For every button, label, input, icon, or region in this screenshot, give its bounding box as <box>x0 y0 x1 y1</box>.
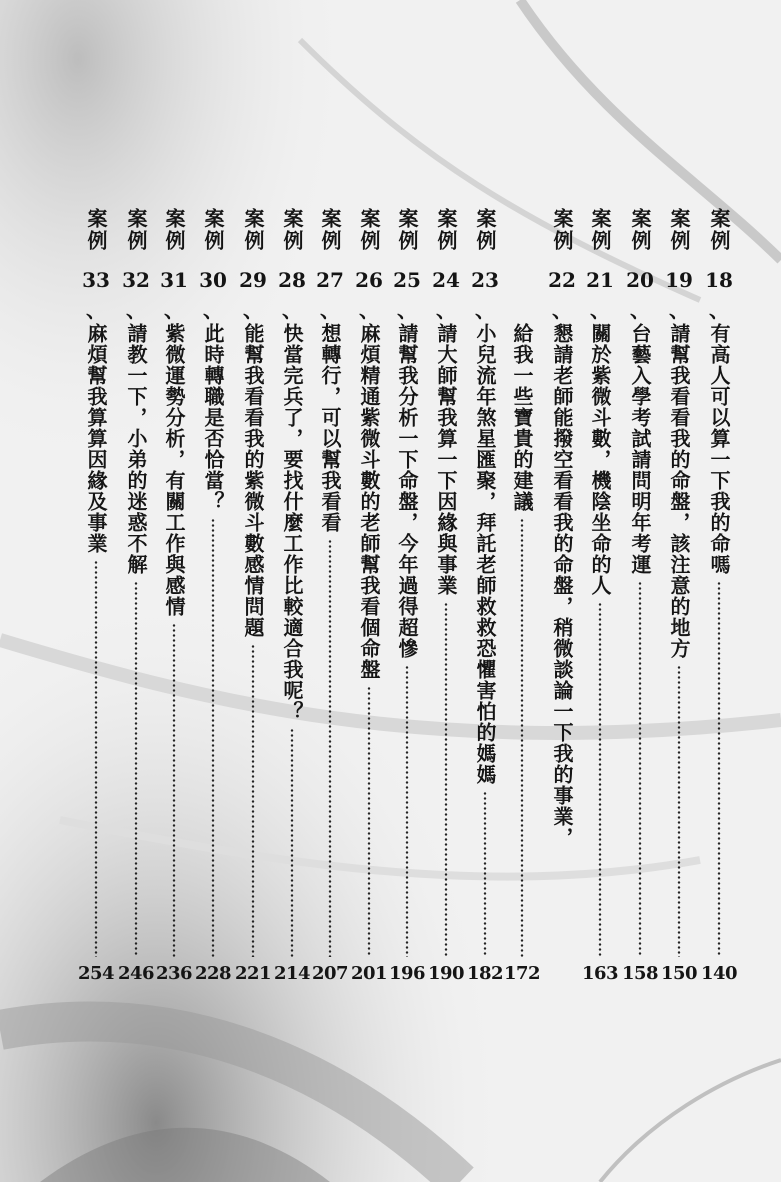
page-number: 158 <box>621 963 659 984</box>
case-number: 26 <box>355 268 383 292</box>
separator: 、 <box>359 298 379 322</box>
page-number: 201 <box>350 963 388 984</box>
page-number: 182 <box>466 963 504 984</box>
toc-entry[interactable] <box>156 208 192 988</box>
page-number: 228 <box>194 963 232 984</box>
toc-entry[interactable] <box>78 208 114 988</box>
case-number: 25 <box>393 268 421 292</box>
page-number: 207 <box>311 963 349 984</box>
toc-entry[interactable] <box>118 208 154 988</box>
case-label: 案例 <box>201 208 225 252</box>
case-number: 24 <box>432 268 460 292</box>
case-title: 關於紫微斗數，機陰坐命的人 <box>588 323 612 596</box>
toc-entry[interactable] <box>274 208 310 988</box>
separator: 、 <box>630 298 650 322</box>
leader-dots <box>678 665 681 957</box>
leader-dots <box>521 518 524 957</box>
toc-entry[interactable] <box>701 208 737 988</box>
page-number: 190 <box>427 963 465 984</box>
case-label: 案例 <box>434 208 458 252</box>
separator: 、 <box>552 298 572 322</box>
case-label: 案例 <box>395 208 419 252</box>
page-number: 150 <box>660 963 698 984</box>
case-label: 案例 <box>628 208 652 252</box>
separator: 、 <box>475 298 495 322</box>
case-title-continued: 給我一些寶貴的建議 <box>510 323 534 512</box>
case-label: 案例 <box>707 208 731 252</box>
case-number: 21 <box>586 268 614 292</box>
separator: 、 <box>669 298 689 322</box>
leader-dots <box>639 581 642 957</box>
toc-entry[interactable] <box>544 208 580 988</box>
case-label: 案例 <box>241 208 265 252</box>
case-label: 案例 <box>84 208 108 252</box>
case-title: 能幫我看看我的紫微斗數感情問題 <box>241 323 265 638</box>
page-number: 214 <box>273 963 311 984</box>
separator: 、 <box>126 298 146 322</box>
case-title: 想轉行，可以幫我看看 <box>318 323 342 533</box>
case-label: 案例 <box>124 208 148 252</box>
leader-dots <box>291 728 294 957</box>
case-number: 20 <box>626 268 654 292</box>
case-title: 麻煩精通紫微斗數的老師幫我看個命盤 <box>357 323 381 680</box>
case-title: 請幫我分析一下命盤，今年過得超慘 <box>395 323 419 659</box>
separator: 、 <box>397 298 417 322</box>
separator: 、 <box>282 298 302 322</box>
toc-entry[interactable] <box>428 208 464 988</box>
toc-entry[interactable] <box>235 208 271 988</box>
case-label: 案例 <box>550 208 574 252</box>
case-title: 懇請老師能撥空看看我的命盤，稍微談論一下我的事業， <box>550 323 574 848</box>
case-label: 案例 <box>667 208 691 252</box>
separator: 、 <box>203 298 223 322</box>
case-title: 此時轉職是否恰當？ <box>201 323 225 512</box>
leader-dots <box>173 623 176 957</box>
case-label: 案例 <box>318 208 342 252</box>
leader-dots <box>718 581 721 957</box>
toc-entry[interactable] <box>661 208 697 988</box>
toc-entry-continued[interactable] <box>504 208 540 988</box>
separator: 、 <box>436 298 456 322</box>
case-number: 28 <box>278 268 306 292</box>
toc-entry[interactable] <box>622 208 658 988</box>
leader-dots <box>484 791 487 957</box>
case-number: 22 <box>548 268 576 292</box>
case-title: 請大師幫我算一下因緣與事業 <box>434 323 458 596</box>
case-label: 案例 <box>473 208 497 252</box>
case-number: 33 <box>82 268 110 292</box>
separator: 、 <box>320 298 340 322</box>
page-number: 254 <box>77 963 115 984</box>
page-number: 221 <box>234 963 272 984</box>
case-title: 紫微運勢分析，有關工作與感情 <box>162 323 186 617</box>
page-number: 140 <box>700 963 738 984</box>
case-title: 請教一下，小弟的迷惑不解 <box>124 323 148 575</box>
page-number: 163 <box>581 963 619 984</box>
toc-entry[interactable] <box>389 208 425 988</box>
page-number: 172 <box>503 963 541 984</box>
case-label: 案例 <box>357 208 381 252</box>
case-title: 請幫我看看我的命盤，該注意的地方 <box>667 323 691 659</box>
case-number: 31 <box>160 268 188 292</box>
separator: 、 <box>709 298 729 322</box>
separator: 、 <box>86 298 106 322</box>
case-number: 18 <box>705 268 733 292</box>
toc-entry[interactable] <box>467 208 503 988</box>
case-number: 32 <box>122 268 150 292</box>
toc-entry[interactable] <box>582 208 618 988</box>
case-number: 19 <box>665 268 693 292</box>
leader-dots <box>445 602 448 957</box>
leader-dots <box>368 686 371 957</box>
separator: 、 <box>590 298 610 322</box>
leader-dots <box>135 581 138 957</box>
leader-dots <box>252 644 255 957</box>
page-number: 196 <box>388 963 426 984</box>
case-title: 麻煩幫我算算因緣及事業 <box>84 323 108 554</box>
case-number: 29 <box>239 268 267 292</box>
case-label: 案例 <box>162 208 186 252</box>
toc-entry[interactable] <box>312 208 348 988</box>
case-number: 30 <box>199 268 227 292</box>
case-title: 有高人可以算一下我的命嗎 <box>707 323 731 575</box>
case-label: 案例 <box>280 208 304 252</box>
page-number: 246 <box>117 963 155 984</box>
leader-dots <box>212 518 215 957</box>
page-number: 236 <box>155 963 193 984</box>
leader-dots <box>599 602 602 957</box>
case-number: 27 <box>316 268 344 292</box>
leader-dots <box>95 560 98 957</box>
case-title: 台藝入學考試請問明年考運 <box>628 323 652 575</box>
case-title: 快當完兵了，要找什麼工作比較適合我呢？ <box>280 323 304 722</box>
separator: 、 <box>164 298 184 322</box>
leader-dots <box>406 665 409 957</box>
toc-entry[interactable] <box>351 208 387 988</box>
toc-entry[interactable] <box>195 208 231 988</box>
case-label: 案例 <box>588 208 612 252</box>
leader-dots <box>329 539 332 957</box>
separator: 、 <box>243 298 263 322</box>
case-number: 23 <box>471 268 499 292</box>
case-title: 小兒流年煞星匯聚，拜託老師救救恐懼害怕的媽媽 <box>473 323 497 785</box>
